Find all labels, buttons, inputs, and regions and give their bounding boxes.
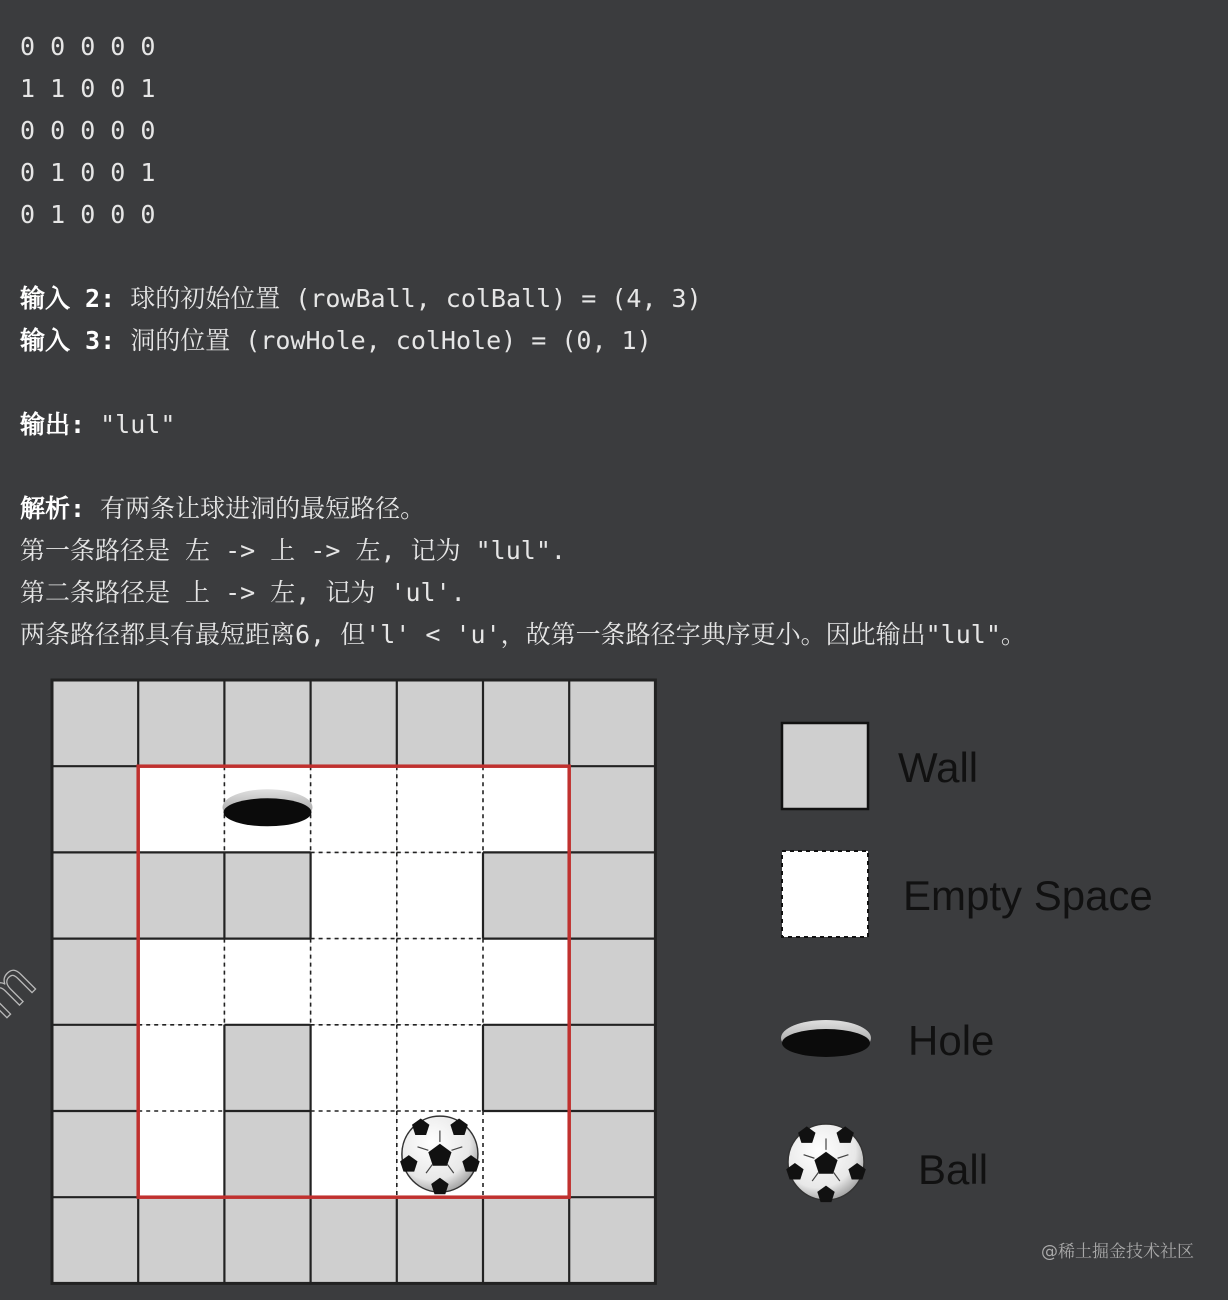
empty-cell bbox=[138, 766, 224, 852]
empty-cell bbox=[311, 939, 397, 1025]
wall-cell bbox=[224, 1197, 310, 1283]
analysis-line-1: 第一条路径是 左 -> 上 -> 左, 记为 "lul". bbox=[20, 536, 566, 565]
empty-cell bbox=[397, 1025, 483, 1111]
wall-cell bbox=[483, 680, 569, 766]
wall-cell bbox=[138, 1197, 224, 1283]
hole-icon bbox=[223, 789, 313, 826]
empty-cell bbox=[311, 766, 397, 852]
matrix-row-2: 0 0 0 0 0 bbox=[20, 116, 156, 145]
empty-cell bbox=[397, 939, 483, 1025]
output-line bbox=[20, 404, 1026, 446]
input3-text: 洞的位置 (rowHole, colHole) = (0, 1) bbox=[115, 326, 652, 355]
wall-cell bbox=[483, 852, 569, 938]
wall-cell bbox=[224, 1025, 310, 1111]
wall-cell bbox=[52, 939, 138, 1025]
wall-cell bbox=[311, 1197, 397, 1283]
matrix-row-1: 1 1 0 0 1 bbox=[20, 74, 156, 103]
legend-wall-label: Wall bbox=[898, 744, 979, 791]
wall-cell bbox=[138, 680, 224, 766]
problem-text bbox=[20, 26, 1026, 656]
legend-ball-label: Ball bbox=[918, 1146, 989, 1193]
empty-cell bbox=[397, 766, 483, 852]
output-text: "lul" bbox=[85, 410, 176, 439]
empty-cell bbox=[311, 1111, 397, 1197]
wall-cell bbox=[397, 1197, 483, 1283]
matrix-row-4: 0 1 0 0 0 bbox=[20, 200, 156, 229]
empty-cell bbox=[483, 766, 569, 852]
wall-cell bbox=[52, 1025, 138, 1111]
empty-cell bbox=[311, 1025, 397, 1111]
legend-wall-swatch bbox=[782, 723, 868, 809]
empty-cell bbox=[483, 939, 569, 1025]
analysis-line bbox=[20, 488, 1026, 530]
wall-cell bbox=[569, 1111, 655, 1197]
legend-empty-label: Empty Space bbox=[903, 872, 1153, 919]
matrix-row-3: 0 1 0 0 1 bbox=[20, 158, 156, 187]
empty-cell bbox=[138, 1025, 224, 1111]
legend-hole-icon bbox=[781, 1020, 871, 1057]
wall-cell bbox=[311, 680, 397, 766]
wall-cell bbox=[52, 1197, 138, 1283]
input2-text: 球的初始位置 (rowBall, colBall) = (4, 3) bbox=[115, 284, 702, 313]
wall-cell bbox=[52, 766, 138, 852]
wall-cell bbox=[52, 1111, 138, 1197]
wall-cell bbox=[569, 680, 655, 766]
matrix-row-0: 0 0 0 0 0 bbox=[20, 32, 156, 61]
wall-cell bbox=[569, 766, 655, 852]
wall-cell bbox=[483, 1197, 569, 1283]
wall-cell bbox=[52, 852, 138, 938]
empty-cell bbox=[397, 852, 483, 938]
analysis-line-3: 两条路径都具有最短距离6, 但'l' < 'u'，故第一条路径字典序更小。因此输出"lul"。 bbox=[20, 620, 1026, 649]
input3-label: 输入 3: bbox=[20, 326, 116, 355]
empty-cell bbox=[224, 939, 310, 1025]
analysis-label: 解析: bbox=[20, 494, 86, 523]
site-watermark: @稀土掘金技术社区 bbox=[1041, 1242, 1194, 1262]
empty-cell bbox=[138, 939, 224, 1025]
wall-cell bbox=[224, 1111, 310, 1197]
maze-diagram bbox=[0, 660, 1228, 1296]
legend-ball-icon bbox=[786, 1124, 866, 1202]
wall-cell bbox=[52, 680, 138, 766]
output-label: 输出: bbox=[20, 410, 86, 439]
wall-cell bbox=[224, 852, 310, 938]
wall-cell bbox=[483, 1025, 569, 1111]
wall-cell bbox=[224, 680, 310, 766]
analysis-line-2: 第二条路径是 上 -> 左, 记为 'ul'. bbox=[20, 578, 466, 607]
legend-hole-label: Hole bbox=[908, 1017, 995, 1064]
empty-cell bbox=[483, 1111, 569, 1197]
wall-cell bbox=[569, 939, 655, 1025]
empty-cell bbox=[311, 852, 397, 938]
input3-line bbox=[20, 320, 1026, 362]
input2-label: 输入 2: bbox=[20, 284, 116, 313]
maze-figure bbox=[0, 660, 1228, 1296]
wall-cell bbox=[138, 852, 224, 938]
wall-cell bbox=[569, 1025, 655, 1111]
analysis-text: 有两条让球进洞的最短路径。 bbox=[85, 494, 426, 523]
wall-cell bbox=[569, 1197, 655, 1283]
wall-cell bbox=[397, 680, 483, 766]
input2-line bbox=[20, 278, 1026, 320]
empty-cell bbox=[138, 1111, 224, 1197]
wall-cell bbox=[569, 852, 655, 938]
legend-empty-swatch bbox=[782, 851, 868, 937]
